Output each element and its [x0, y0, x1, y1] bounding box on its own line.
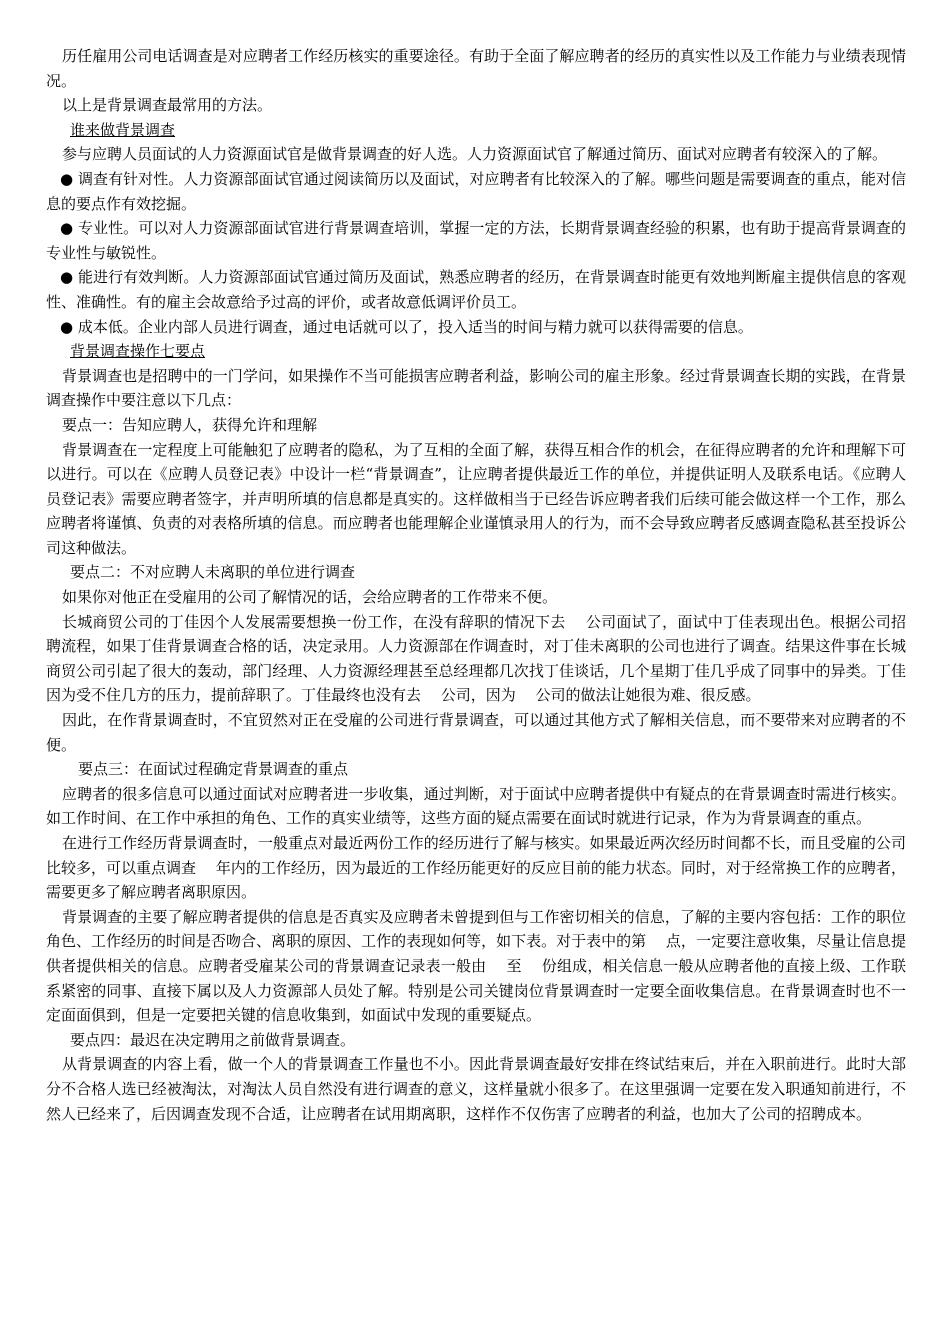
key-point-heading: 要点三：在面试过程确定背景调查的重点	[78, 760, 349, 779]
section-heading-text: 谁来做背景调查	[70, 120, 176, 139]
paragraph: 如果你对他正在受雇用的公司了解情况的话，会给应聘者的工作带来不便。	[62, 588, 558, 607]
paragraph: 参与应聘人员面试的人力资源面试官是做背景调查的好人选。人力资源面试官了解通过简历、面试对应聘者有较深入的了解。	[62, 145, 888, 164]
paragraph: 背景调查的主要了解应聘者提供的信息是否真实及应聘者未曾提到但与工作密切相关的信息，了解的主要内容包括：工作的职位角色、工作经历的时间是否吻合、离职的原因、工作的表现如何等，如下表。对于表中的第 点，一定要注意收集，尽量让信息提供者提供相关的信息。应聘者受雇某公司的背景调查记录表一般由 至 份组成，相关信息一般从应聘者他的直接上级、工作联系紧密的同事、直接下属以及人力资源部人员处了解。特别是公司关键岗位背景调查时一定要全面收集信息。在背景调查时也不一定面面俱到，但是一定要把关键的信息收集到，如面试中发现的重要疑点。	[46, 907, 906, 1025]
paragraph: 因此，在作背景调查时，不宜贸然对正在受雇的公司进行背景调查，可以通过其他方式了解相关信息，而不要带来对应聘者的不便。	[46, 711, 906, 754]
paragraph: 背景调查也是招聘中的一门学问，如果操作不当可能损害应聘者利益，影响公司的雇主形象。经过背景调查长期的实践，在背景调查操作中要注意以下几点：	[46, 366, 906, 410]
paragraph: 以上是背景调查最常用的方法。	[62, 96, 273, 115]
bullet-item: ● 能进行有效判断。人力资源部面试官通过简历及面试，熟悉应聘者的经历，在背景调查时能更有效地判断雇主提供信息的客观性、准确性。有的雇主会故意给予过高的评价，或者故意低调评价员工。	[46, 268, 906, 311]
paragraph: 长城商贸公司的丁佳因个人发展需要想换一份工作，在没有辞职的情况下去 公司面试了，面试中丁佳表现出色。根据公司招聘流程，如果丁佳背景调查合格的话，决定录用。人力资源部在作调查时，对丁佳未离职的公司也进行了调查。结果这件事在长城商贸公司引起了很大的轰动，部门经理、人力资源经理甚至总经理都几次找丁佳谈话，几个星期丁佳几乎成了同事中的异类。丁佳因为受不住几方的压力，提前辞职了。丁佳最终也没有去 公司，因为 公司的做法让她很为难、很反感。	[46, 612, 906, 705]
paragraph: 背景调查在一定程度上可能触犯了应聘者的隐私，为了互相的全面了解，获得互相合作的机会，在征得应聘者的允许和理解下可以进行。可以在《应聘人员登记表》中设计一栏“背景调查”，让应聘者提供最近工作的单位，并提供证明人及联系电话。《应聘人员登记表》需要应聘者签字，并声明所填的信息都是真实的。这样做相当于已经告诉应聘者我们后续可能会做这样一个工作，那么应聘者将谨慎、负责的对表格所填的信息。而应聘者也能理解企业谨慎录用人的行为，而不会导致应聘者反感调查隐私甚至投诉公司这种做法。	[46, 440, 906, 557]
bullet-item: ● 专业性。可以对人力资源部面试官进行背景调查培训，掌握一定的方法，长期背景调查经验的积累，也有助于提高背景调查的专业性与敏锐性。	[46, 219, 906, 262]
section-heading	[46, 118, 906, 143]
section-heading	[46, 339, 906, 364]
bullet-item: ● 调查有针对性。人力资源部面试官通过阅读简历以及面试，对应聘者有比较深入的了解。哪些问题是需要调查的重点，能对信息的要点作有效挖掘。	[46, 169, 906, 213]
key-point-heading: 要点二：不对应聘人未离职的单位进行调查	[70, 563, 356, 582]
bullet-item: ● 成本低。企业内部人员进行调查，通过电话就可以了，投入适当的时间与精力就可以获得需要的信息。	[60, 317, 753, 336]
paragraph: 应聘者的很多信息可以通过面试对应聘者进一步收集，通过判断，对于面试中应聘者提供中有疑点的在背景调查时需进行核实。如工作时间、在工作中承担的角色、工作的真实业绩等，这些方面的疑点需要在面试时就进行记录，作为为背景调查的重点。	[46, 784, 906, 828]
key-point-heading: 要点四：最迟在决定聘用之前做背景调查。	[70, 1030, 356, 1049]
paragraph: 从背景调查的内容上看，做一个人的背景调查工作量也不小。因此背景调查最好安排在终试结束后，并在入职前进行。此时大部分不合格人选已经被淘汰，对淘汰人员自然没有进行调查的意义，这样量就小很多了。在这里强调一定要在发入职通知前进行，不然人已经来了，后因调查发现不合适，让应聘者在试用期离职，这样作不仅伤害了应聘者的利益，也加大了公司的招聘成本。	[46, 1055, 906, 1123]
paragraph: 在进行工作经历背景调查时，一般重点对最近两份工作的经历进行了解与核实。如果最近两次经历时间都不长，而且受雇的公司比较多，可以重点调查 年内的工作经历，因为最近的工作经历能更好的反应目前的能力状态。同时，对于经常换工作的应聘者，需要更多了解应聘者离职原因。	[46, 834, 906, 902]
section-heading-text: 背景调查操作七要点	[70, 342, 206, 361]
key-point-heading: 要点一：告知应聘人，获得允许和理解	[62, 415, 318, 434]
paragraph: 历任雇用公司电话调查是对应聘者工作经历核实的重要途径。有助于全面了解应聘者的经历的真实性以及工作能力与业绩表现情况。	[46, 47, 906, 90]
